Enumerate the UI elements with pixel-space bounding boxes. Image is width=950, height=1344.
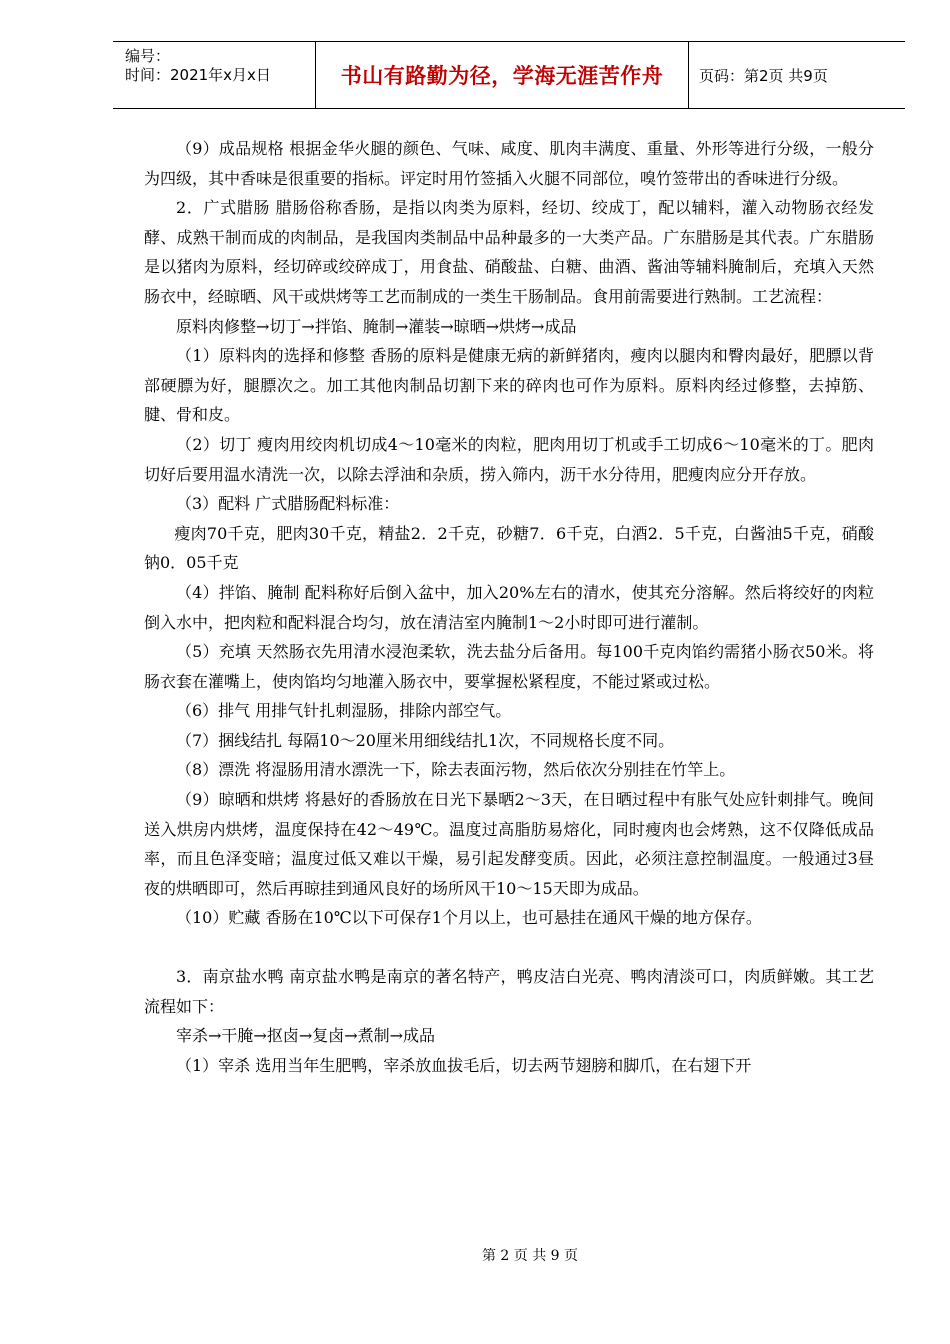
paragraph: （9）成品规格 根据金华火腿的颜色、气味、咸度、肌肉丰满度、重量、外形等进行分级，一般分为四级，其中香味是很重要的指标。评定时用竹签插入火腿不同部位，嗅竹签带出的香味进行分级。 — [144, 139, 874, 188]
paragraph: （4）拌馅、腌制 配料称好后倒入盆中，加入20%左右的清水，使其充分溶解。然后将绞好的肉粒倒入水中，把肉粒和配料混合均匀，放在清洁室内腌制1～2小时即可进行灌制。 — [144, 582, 874, 632]
paragraph: （2）切丁 瘦肉用绞肉机切成4～10毫米的肉粒，肥肉用切丁机或手工切成6～10毫米的丁。肥肉切好后要用温水清洗一次，以除去浮油和杂质，捞入筛内，沥干水分待用，肥瘦肉应分开存放。 — [144, 434, 874, 484]
page-footer — [0, 1245, 950, 1265]
header-motto: 书山有路勤为径，学海无涯苦作舟 — [340, 64, 664, 88]
paragraph: （6）排气 用排气针扎刺湿肠，排除内部空气。 — [176, 701, 512, 721]
document-body — [144, 134, 874, 1080]
header-page-label: 页码：第2页 共9页 — [699, 66, 828, 85]
header-motto-cell — [316, 42, 689, 108]
header-time-label: 时间：2021年x月x日 — [125, 66, 271, 84]
process-flow: 宰杀→干腌→抠卤→复卤→煮制→成品 — [176, 1026, 436, 1046]
header-meta-cell — [113, 42, 316, 108]
paragraph: （1）原料肉的选择和修整 香肠的原料是健康无病的新鲜猪肉，瘦肉以腿肉和臀肉最好，肥膘以背部硬膘为好，腿膘次之。加工其他肉制品切割下来的碎肉也可作为原料。原料肉经过修整，去掉筋、腱、骨和皮。 — [144, 346, 874, 425]
paragraph: （9）晾晒和烘烤 将悬好的香肠放在日光下暴晒2～3天，在日晒过程中有胀气处应针刺排气。晚间送入烘房内烘烤，温度保持在42～49℃。温度过高脂肪易熔化，同时瘦肉也会烤熟，这不仅降低成品率，而且色泽变暗；温度过低又难以干燥，易引起发酵变质。因此，必须注意控制温度。一般通过3昼夜的烘晒即可，然后再晾挂到通风良好的场所风干10～15天即为成品。 — [144, 790, 874, 898]
paragraph: （3）配料 广式腊肠配料标准： — [176, 494, 400, 514]
paragraph: （8）漂洗 将湿肠用清水漂洗一下，除去表面污物，然后依次分别挂在竹竿上。 — [176, 760, 736, 780]
process-flow: 原料肉修整→切丁→拌馅、腌制→灌装→晾晒→烘烤→成品 — [176, 316, 577, 336]
header-page-cell — [689, 42, 905, 108]
paragraph: 3．南京盐水鸭 南京盐水鸭是南京的著名特产，鸭皮洁白光亮、鸭肉清淡可口，肉质鲜嫩。其工艺流程如下： — [144, 967, 874, 1016]
document-header — [113, 41, 905, 109]
header-number-label: 编号： — [125, 47, 171, 65]
paragraph: 2．广式腊肠 腊肠俗称香肠，是指以肉类为原料，经切、绞成丁，配以辅料，灌入动物肠衣经发酵、成熟干制而成的肉制品，是我国肉类制品中品种最多的一大类产品。广东腊肠是其代表。广东腊肠是以猪肉为原料，经切碎或绞碎成丁，用食盐、硝酸盐、白糖、曲酒、酱油等辅料腌制后，充填入天然肠衣中，经晾晒、风干或烘烤等工艺而制成的一类生干肠制品。食用前需要进行熟制。工艺流程： — [144, 198, 874, 306]
footer-page-number: 第 2 页 共 9 页 — [481, 1248, 579, 1264]
paragraph: （5）充填 天然肠衣先用清水浸泡柔软，洗去盐分后备用。每100千克肉馅约需猪小肠衣50米。将肠衣套在灌嘴上，使肉馅均匀地灌入肠衣中，要掌握松紧程度，不能过紧或过松。 — [144, 642, 874, 691]
paragraph: 瘦肉70千克，肥肉30千克，精盐2．2千克，砂糖7．6千克，白酒2．5千克，白酱油5千克，硝酸钠0．05千克 — [144, 523, 874, 573]
paragraph: （1）宰杀 选用当年生肥鸭，宰杀放血拔毛后，切去两节翅膀和脚爪，在右翅下开 — [176, 1055, 752, 1075]
paragraph: （7）捆线结扎 每隔10～20厘米用细线结扎1次，不同规格长度不同。 — [176, 730, 675, 750]
paragraph: （10）贮藏 香肠在10℃以下可保存1个月以上，也可悬挂在通风干燥的地方保存。 — [176, 908, 762, 928]
